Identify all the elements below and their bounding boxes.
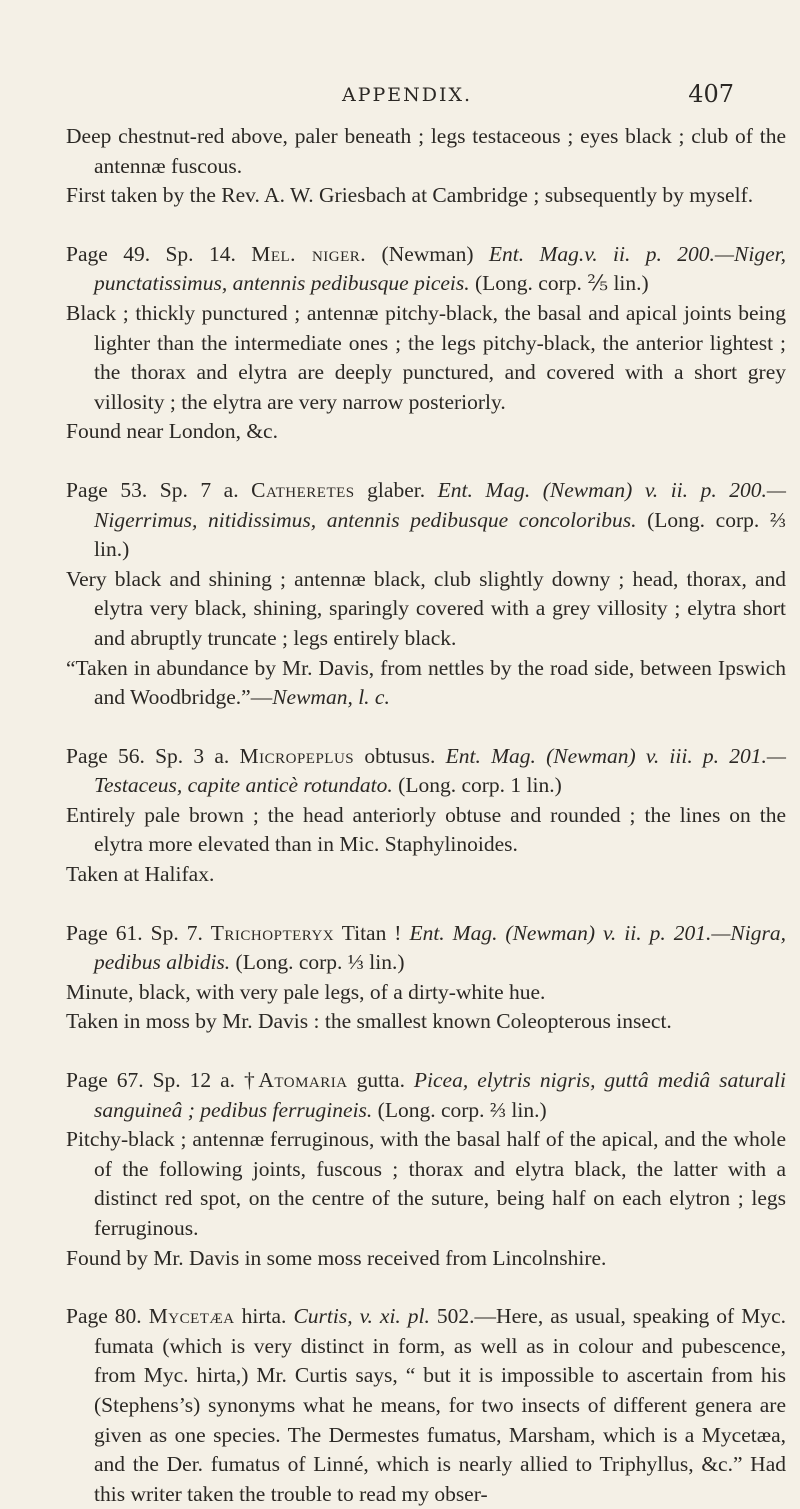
text-run-post: (Long. corp. ⅔ lin.) [94,507,787,562]
text-run-pre: First taken by the Rev. A. W. Griesbach at Cambridge ; subsequently by myself. [66,183,754,208]
paragraph [66,860,786,890]
text-run-sc: Mycetæa [148,1304,235,1329]
text-run-pre: Taken at Halifax. [66,862,215,887]
text-run-post: (Long. corp. ⅖ lin.) [469,271,649,296]
text-run-pre: Page 67. Sp. 12 a. † [66,1068,259,1093]
text-run-post: (Long. corp. 1 lin.) [392,773,562,798]
paragraph [66,1066,786,1125]
paragraph [66,565,786,654]
text-run-pre: Entirely pale brown ; the head anteriorly obtuse and rounded ; the lines on the elytra more elevated than in Mic. Staphylinoides. [66,802,786,857]
paragraph [66,801,786,860]
text-run-pre: Found by Mr. Davis in some moss received from Lincolnshire. [66,1245,607,1270]
text-run-it1: Picea, elytris nigris, guttâ mediâ saturali sanguineâ ; pedibus ferrugineis. [94,1068,786,1122]
paragraph [66,1007,786,1037]
text-run-it1: Ent. Mag. [409,920,498,945]
running-head: APPENDIX. [342,84,473,106]
text-run-it1: Newman, l. c. [272,685,390,710]
paragraph [66,299,786,417]
text-run-pre: “Taken in abundance by Mr. Davis, from nettles by the road side, between Ipswich and Woodbridge.”— [66,655,786,710]
text-run-pre: Minute, black, with very pale legs, of a dirty-white hue. [66,979,546,1004]
page-number: 407 [688,80,734,108]
paragraph [66,1302,786,1509]
text-run-it2: v. ii. p. 200.—Niger, punctatissimus, antennis pedibusque piceis. [94,241,786,296]
paragraph [66,1125,786,1243]
paragraph [66,1244,786,1274]
text-run-pre: Black ; thickly punctured ; antennæ pitchy-black, the basal and apical joints being lighter than the intermediate ones ; the legs pitchy-black, the anterior lightest ; the thorax and elytra are deeply punctured, and covered with a short grey villosity ; the elytra are very narrow posteriorly. [66,300,786,414]
text-run-sc: Trichopteryx [210,920,335,945]
text-run-pre: Page 80. [66,1304,149,1329]
text-run-pre: Very black and shining ; antennæ black, club slightly downy ; head, thorax, and elytra very black, shining, sparingly covered with a grey villosity ; elytra short and abruptly truncate ; legs entirely black. [66,566,786,650]
paragraph [66,978,786,1008]
text-run-post: (Long. corp. ⅔ lin.) [372,1097,547,1122]
text-run-sc: Micropeplus [239,743,355,768]
text-run-it1: Ent. Mag. [437,477,531,502]
paragraph [66,122,786,181]
body-text [66,122,786,1509]
paragraph [66,654,786,713]
text-run-it2: (Newman) v. ii. p. 200.—Nigerrimus, nitidissimus, antennis pedibusque concoloribus. [94,477,786,532]
text-run-pre: Page 56. Sp. 3 a. [66,743,240,768]
text-run-mid: Titan ! [334,920,410,945]
text-run-mid: hirta. [234,1304,294,1329]
text-run-it1: Curtis, v. xi. pl. [293,1304,430,1329]
text-run-pre: Page 53. Sp. 7 a. [66,477,252,502]
text-run-post: (Long. corp. ⅓ lin.) [230,950,405,975]
text-run-mid: glaber. [354,477,438,502]
text-run-pre: Deep chestnut-red above, paler beneath ; legs testaceous ; eyes black ; club of the antennæ fuscous. [66,124,786,178]
text-run-sc: Catheretes [251,477,355,502]
paragraph [66,742,786,801]
paragraph [66,181,786,211]
text-run-it2: (Newman) v. ii. p. 201.—Nigra, pedibus albidis. [94,920,786,975]
text-run-sc: Atomaria [258,1068,348,1093]
paragraph [66,476,786,565]
text-run-mid: (Newman) [366,241,489,266]
text-run-mid: gutta. [347,1068,414,1093]
text-run-pre: Pitchy-black ; antennæ ferruginous, with the basal half of the apical, and the whole of the following joints, fuscous ; thorax and elytra black, the latter with a distinct red spot, on the centre of the suture, being half on each elytron ; legs ferruginous. [66,1127,786,1240]
paragraph [66,240,786,299]
text-run-pre: Page 61. Sp. 7. [66,920,211,945]
paragraph [66,417,786,447]
text-run-pre: Page 49. Sp. 14. [66,241,252,266]
text-run-post: 502.—Here, as usual, speaking of Myc. fumata (which is very distinct in form, as well as in colour and pubescence, from Myc. hirta,) Mr. Curtis says, “ but it is impossible to ascertain from his (Stephens’s) synonyms what he means, for two insects of different genera are given as one species. The Dermestes fumatus, Marsham, which is a Mycetæa, and the Der. fumatus of Linné, which is nearly allied to Triphyllus, &c.” Had this writer taken the trouble to read my obser- [94,1304,787,1506]
text-run-it2: (Newman) v. iii. p. 201.—Testaceus, capite anticè rotundato. [94,743,786,798]
text-run-it1: Ent. Mag. [445,743,536,768]
text-run-mid: obtusus. [354,743,446,768]
text-run-pre: Taken in moss by Mr. Davis : the smallest known Coleopterous insect. [66,1009,672,1034]
text-run-it1: Ent. Mag. [488,241,585,266]
page-header [0,80,800,116]
text-run-pre: Found near London, &c. [66,419,278,444]
paragraph [66,919,786,978]
text-run-sc: Mel. niger. [251,241,367,266]
